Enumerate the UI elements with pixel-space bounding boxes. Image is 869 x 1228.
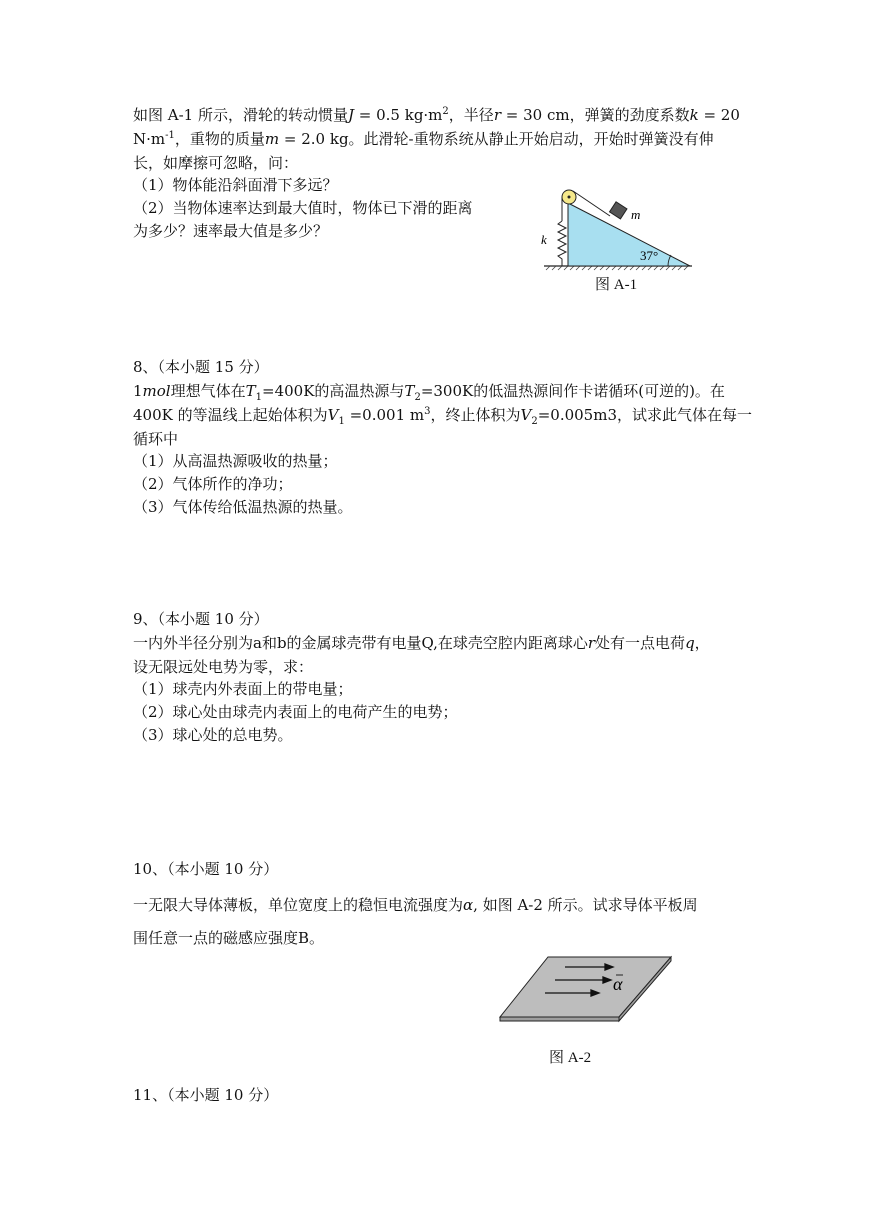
p7-question-2a: （2）当物体速率达到最大值时，物体已下滑的距离 [133, 199, 473, 217]
pulley-axle [568, 196, 571, 199]
p10-line-1: 一无限大导体薄板，单位宽度上的稳恒电流强度为α, 如图 A-2 所示。试求导体平板周 [133, 896, 698, 914]
p9-line-1: 一内外半径分别为a和b的金属球壳带有电量Q,在球壳空腔内距离球心r处有一点电荷q， [133, 634, 710, 652]
incline [568, 203, 690, 266]
plate-front-edge [500, 1017, 619, 1021]
p8-line-3: 循环中 [133, 430, 179, 448]
figure-a1 [530, 185, 700, 275]
p8-question-3: （3）气体传给低温热源的热量。 [133, 498, 353, 516]
p7-line-1: 如图 A-1 所示，滑轮的转动惯量J = 0.5 $kg\cdot m^2$，半径r = 30 cm，弹簧的劲度系数k = 20 [133, 106, 740, 124]
p7-question-2b: 为多少？速率最大值是多少？ [133, 222, 329, 240]
p8-question-1: （1）从高温热源吸收的热量； [133, 452, 338, 470]
p11-header: 11、（本小题 10 分） [133, 1086, 279, 1104]
alpha-label: α [613, 974, 623, 994]
figure-a2-caption: 图 A-2 [549, 1050, 592, 1066]
p9-question-2: （2）球心处由球壳内表面上的电荷产生的电势； [133, 703, 458, 721]
p7-line-3: 长，如摩擦可忽略，问： [133, 154, 299, 172]
p9-question-1: （1）球壳内外表面上的带电量； [133, 680, 353, 698]
p8-line-2: 400K 的等温线上起始体积为$V_1 =0.001$ $m^3$，终止体积为$V_2=0.005m3$，试求此气体在每一 [133, 406, 752, 427]
p7-line-2: $N\cdot m^{-1}$，重物的质量m = 2.0 kg。此滑轮-重物系统从静止开始启动，开始时弹簧没有伸 [133, 130, 714, 148]
p10-header: 10、（本小题 10 分） [133, 860, 279, 878]
p8-header: 8、（本小题 15 分） [133, 358, 269, 376]
figure-a1-caption: 图 A-1 [595, 277, 638, 293]
p9-header: 9、（本小题 10 分） [133, 610, 269, 628]
p7-question-1: （1）物体能沿斜面滑下多远？ [133, 176, 338, 194]
figure-a2 [495, 953, 685, 1033]
angle-label: 37° [640, 248, 659, 263]
p10-line-2: 围任意一点的磁感应强度B。 [133, 929, 325, 947]
spring [558, 221, 566, 266]
block [610, 202, 627, 219]
p8-line-1: 1mol理想气体在$T_1=400K$的高温热源与$T_2=300K$的低温热源间作卡诺循环(可逆的)。在 [133, 382, 725, 403]
mass-m-label: m [631, 207, 641, 222]
p8-question-2: （2）气体所作的净功； [133, 475, 293, 493]
spring-k-label: k [541, 232, 547, 247]
p9-line-2: 设无限远处电势为零，求： [133, 658, 314, 676]
ground-hatch [546, 266, 688, 270]
p9-question-3: （3）球心处的总电势。 [133, 726, 293, 744]
